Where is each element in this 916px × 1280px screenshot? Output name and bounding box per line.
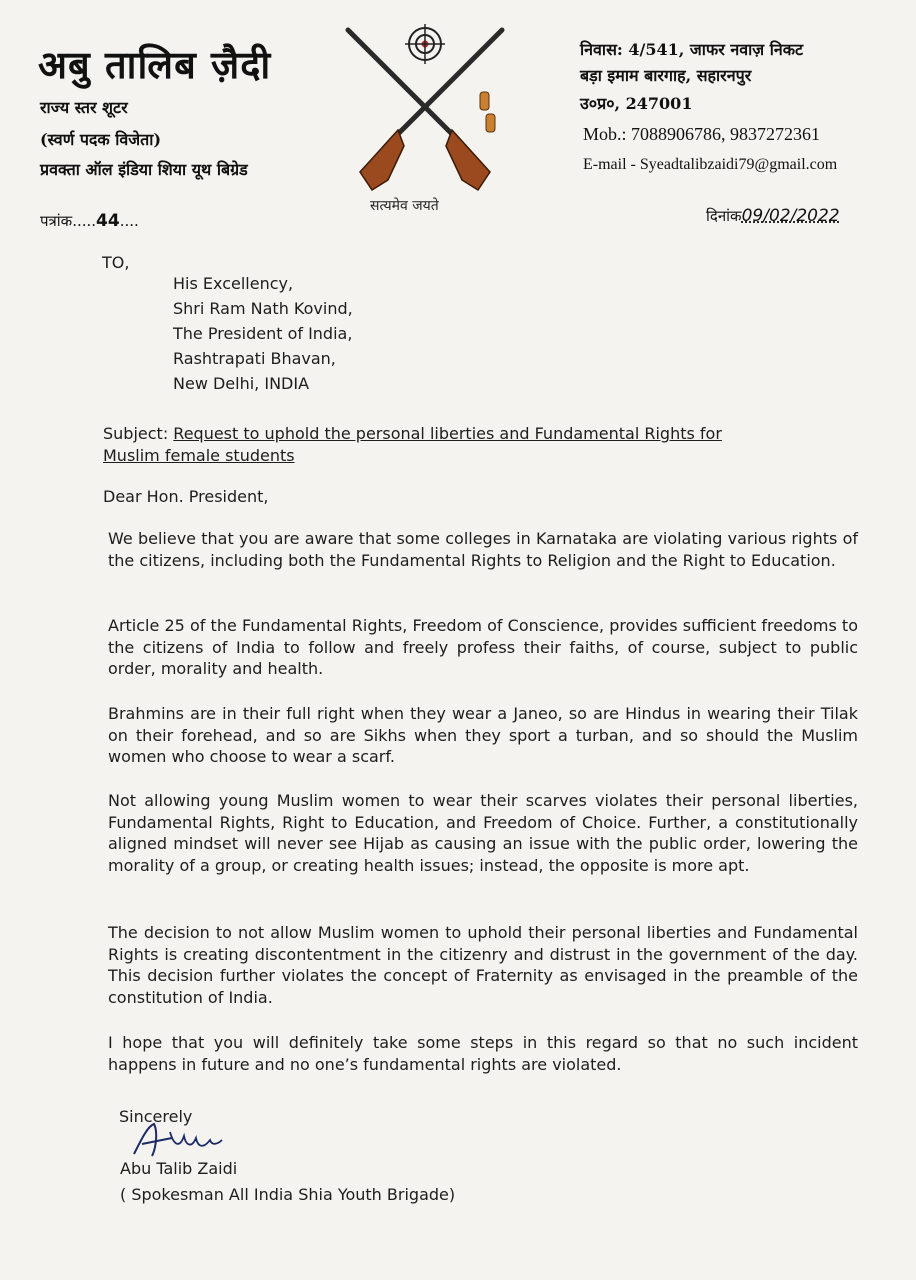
body-paragraph: The decision to not allow Muslim women to uphold their personal liberties and Fundamental Rights is creating discontentment in the citizenry and distrust in the government of the day. This decision further violates the concept of Fraternity as envisaged in the preamble of the constitution of India.: [108, 923, 858, 1007]
recipient-line: His Excellency,: [173, 274, 294, 293]
address-line-3: उ०प्र०, 247001: [580, 94, 693, 113]
mobile-numbers: Mob.: 7088906786, 9837272361: [583, 124, 821, 144]
handwritten-signature: [128, 1118, 228, 1160]
date-label: दिनांक: [706, 207, 742, 225]
salutation: Dear Hon. President,: [103, 487, 269, 506]
date-line: [706, 206, 840, 226]
subject-text: Request to uphold the personal liberties and Fundamental Rights for: [173, 424, 722, 443]
letterhead-line-award: (स्वर्ण पदक विजेता): [40, 130, 162, 149]
letterhead-line-title: राज्य स्तर शूटर: [40, 98, 128, 117]
subject-text-cont: Muslim female students: [103, 446, 295, 465]
recipient-line: New Delhi, INDIA: [173, 374, 310, 393]
letterhead-line-role: प्रवक्ता ऑल इंडिया शिया यूथ बिग्रेड: [40, 160, 248, 179]
subject-line: [103, 423, 803, 445]
closing-sincerely: Sincerely: [119, 1107, 193, 1126]
body-paragraph: Brahmins are in their full right when they wear a Janeo, so are Hindus in wearing their Tilak on their forehead, and so are Sikhs when they sport a turban, and so should the Muslim women who choose to wear a scarf.: [108, 704, 858, 766]
body-paragraph: I hope that you will definitely take some steps in this regard so that no such incident happens in future and no one’s fundamental rights are violated.: [108, 1033, 858, 1074]
subject-label: Subject:: [103, 424, 174, 443]
recipient-to: TO,: [102, 253, 130, 272]
letterhead-name: अबु तालिब ज़ैदी: [38, 42, 272, 87]
reference-number: [40, 211, 139, 231]
body-paragraph: Not allowing young Muslim women to wear their scarves violates their personal liberties, Fundamental Rights, Right to Education, and Freedom of Choice. Further, a constitutionally aligned mindset will never see Hijab as causing an issue with the public order, lowering the morality of a group, or creating health issues; instead, the opposite is more apt.: [108, 791, 858, 875]
body-paragraph: Article 25 of the Fundamental Rights, Freedom of Conscience, provides sufficient freedoms to the citizens of India to follow and freely profess their faiths, of course, subject to public order, morality and health.: [108, 616, 858, 678]
recipient-line: The President of India,: [173, 324, 353, 343]
reference-label: पत्रांक.....: [40, 212, 97, 230]
recipient-line: Shri Ram Nath Kovind,: [173, 299, 353, 318]
address-line-1: निवास: 4/541, जाफर नवाज़ निकट: [580, 40, 804, 59]
signatory-name: Abu Talib Zaidi: [120, 1159, 238, 1178]
address-line-2: बड़ा इमाम बारगाह, सहारनपुर: [580, 66, 752, 85]
recipient-line: Rashtrapati Bhavan,: [173, 349, 336, 368]
email-address: E-mail - Syeadtalibzaidi79@gmail.com: [583, 156, 838, 173]
body-paragraph: We believe that you are aware that some colleges in Karnataka are violating various rights of the citizens, including both the Fundamental Rights to Religion and the Right to Education.: [108, 529, 858, 570]
reference-suffix: ....: [119, 212, 139, 230]
reference-value: 44: [96, 211, 120, 231]
emblem-motto: सत्यमेव जयते: [370, 198, 439, 214]
crossed-rifles-emblem-icon: [340, 22, 510, 202]
date-value: 09/02/2022: [741, 206, 840, 226]
signatory-designation: ( Spokesman All India Shia Youth Brigade): [120, 1185, 456, 1204]
